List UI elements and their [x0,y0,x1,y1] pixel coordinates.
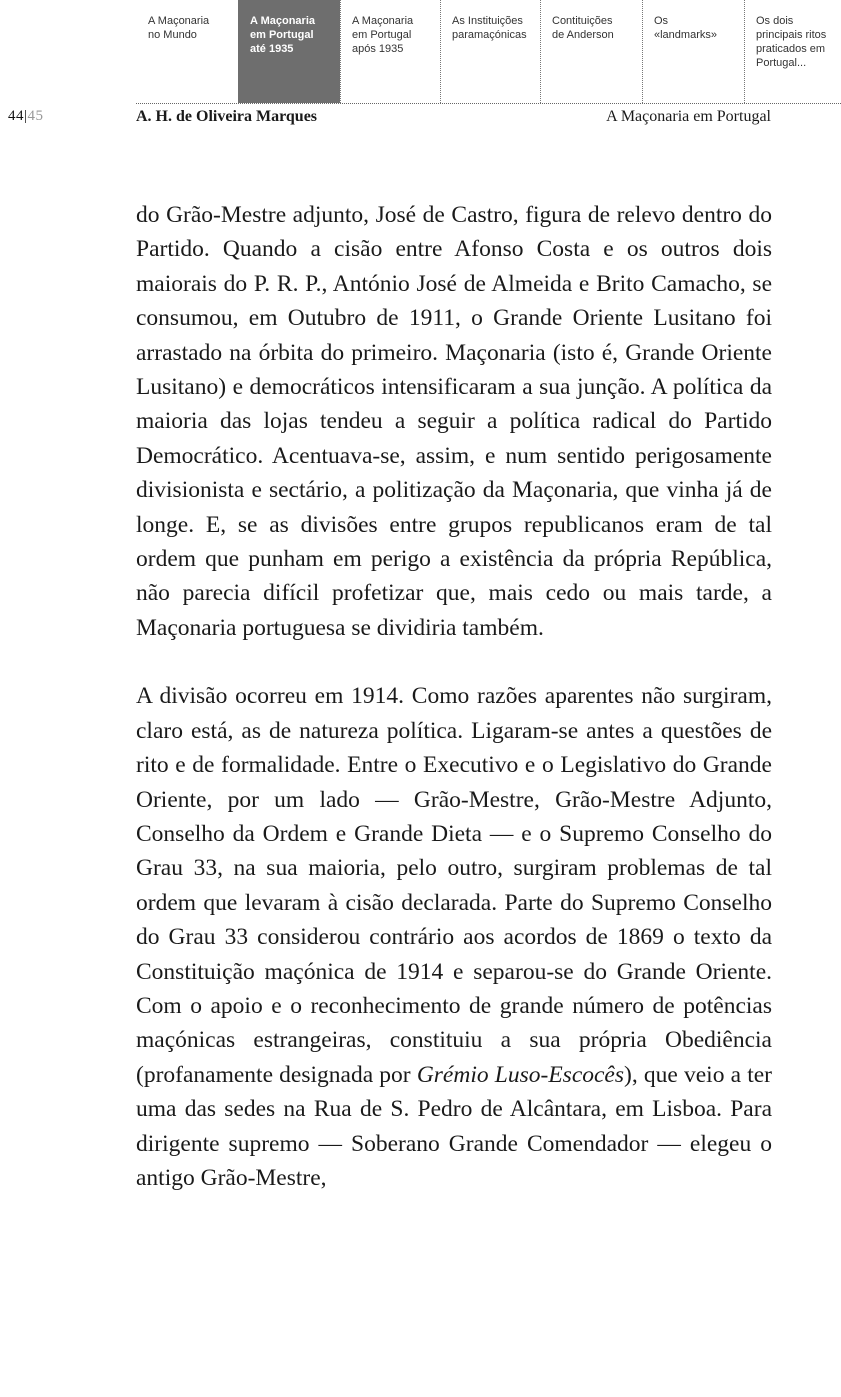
page-number-right: 45 [27,108,44,124]
tab-constituicoes-de-anderson[interactable] [540,0,642,103]
paragraph [136,198,772,645]
paragraph-text: do Grão-Mestre adjunto, José de Castro, figura de relevo dentro do Partido. Quando a cisão entre Afonso Costa e os outros dois maiorais do P. R. P., António José de Almeida e Brito Camacho, se consumou, em Outubro de 1911, o Grande Oriente Lusitano foi arrastado na órbita do primeiro. Maçonaria (isto é, Grande Oriente Lusitano) e democráticos intensificaram a sua junção. A política da maioria das lojas tendeu a seguir a política radical do Partido Democrático. Acentuava-se, assim, e num sentido perigosamente divisionista e sectário, a politização da Maçonaria, que vinha já de longe. E, se as divisões entre grupos republicanos eram de tal ordem que punham em perigo a existência da própria República, não parecia difícil profetizar que, mais cedo ou mais tarde, a Maçonaria portuguesa se dividiria também. [136,202,772,641]
page-number-left: 44 [8,108,24,124]
nav-divider [136,103,841,104]
tab-landmarks[interactable] [642,0,744,103]
page-numbers [8,108,44,125]
tab-label: A Maçonaria em Portugal até 1935 [250,15,316,55]
italic-term: Grémio Luso-Escocês [416,1061,625,1088]
tab-maconaria-em-portugal-apos-1935[interactable] [340,0,440,103]
paragraph-text: ), que veio a ter uma das sedes na Rua de S. Pedro de Alcântara, em Lisboa. Para dirigente supremo — Soberano Grande Comendador — elegeu o antigo Grão-Mestre, [136,1061,772,1191]
tab-label: As Instituições paramaçónicas [452,15,527,41]
tab-dois-principais-ritos[interactable] [744,0,841,103]
tab-instituicoes-paramaconicas[interactable] [440,0,540,103]
tab-maconaria-em-portugal-ate-1935[interactable] [238,0,340,103]
tab-label: Os dois principais ritos praticados em Portugal... [756,15,827,69]
tab-label: A Maçonaria em Portugal após 1935 [352,15,414,55]
tab-label: Os «landmarks» [654,15,717,41]
paragraph-text: A divisão ocorreu em 1914. Como razões aparentes não surgiram, claro está, as de natureza política. Ligaram-se antes a questões de rito e de formalidade. Entre o Executivo e o Legislativo do Grande Oriente, por um lado — Grão-Mestre, Grão-Mestre Adjunto, Conselho da Ordem e Grande Dieta — e o Supremo Conselho do Grau 33, na sua maioria, pelo outro, surgiram problemas de tal ordem que levaram à cisão declarada. Parte do Supremo Conselho do Grau 33 considerou contrário aos acordos de 1869 o texto da Constituição maçónica de 1914 e separou-se do Grande Oriente. Com o apoio e o reconhecimento de grande número de potências maçónicas estrangeiras, constituiu a sua própria Obediência (profanamente designada por [136,683,772,1088]
page-number-separator: | [24,108,28,124]
body-text [136,198,772,1195]
running-title: A Maçonaria em Portugal [606,108,771,125]
section-navigation [0,0,841,103]
tab-label: A Maçonaria no Mundo [148,15,210,41]
tab-maconaria-no-mundo[interactable] [136,0,238,103]
running-author: A. H. de Oliveira Marques [136,108,318,125]
paragraph [136,679,772,1195]
tab-label: Contituições de Anderson [552,15,614,41]
